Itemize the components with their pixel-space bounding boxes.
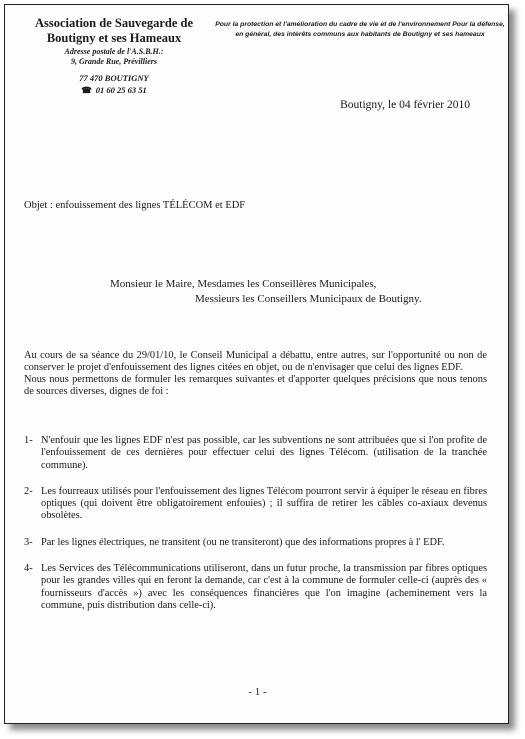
association-address: [24, 47, 204, 67]
remarks-list: [24, 435, 487, 612]
address-line-1: Adresse postale de l'A.S.B.H.:: [64, 47, 164, 56]
intro-text: Au cours de sa séance du 29/01/10, le Conseil Municipal a débattu, entre autres, sur l'opportunité ou non de conserver le projet d'enfouissement des lignes citées en objet, ou de n'envisager que celui des lignes EDF.: [24, 350, 487, 373]
phone-number: 01 60 25 63 51: [95, 85, 147, 95]
intro-text-2: Nous nous permettons de formuler les remarques suivantes et d'apporter quelques précisions que nous tenons de sources diverses, dignes de foi :: [24, 374, 487, 397]
list-item-number: 2-: [24, 485, 33, 497]
list-item: [24, 435, 487, 472]
list-item-text: Les Services des Télécommunications utiliseront, dans un futur proche, la transmission par fibres optiques pour les grandes villes qui en feront la demande, car c'est à la commune de formuler celle-ci (auprès des « fournisseurs d'accès ») avec les conséquences financières que l'on imagine (acheminement vers la commune, puis distribution dans celle-ci).: [41, 563, 487, 611]
intro-paragraph: [24, 350, 487, 398]
association-phone: [24, 85, 204, 96]
association-postal-city: 77 470 BOUTIGNY: [79, 73, 149, 83]
list-item-number: 3-: [24, 536, 33, 548]
list-item: [24, 537, 487, 549]
subject-line: Objet : enfouissement des lignes TÉLÉCOM et EDF: [24, 200, 246, 211]
association-mission: Pour la protection et l'amélioration du cadre de vie et de l'environnement Pour la défense, en général, des intérêts communs aux habitants de Boutigny et ses hameaux: [215, 21, 505, 38]
list-item: [24, 563, 487, 612]
list-item-text: Les fourreaux utilisés pour l'enfouissement des lignes Télécom pourront servir à équiper le réseau en fibres optiques (qui doivent être obligatoirement enfouies) ; il suffira de retirer les câbles co-axiaux devenus obsolètes.: [41, 485, 487, 522]
date-line: Boutigny, le 04 février 2010: [340, 99, 470, 111]
list-item-text: N'enfouir que les lignes EDF n'est pas possible, car les subventions ne sont attribuées que si l'on profite de l'enfouissement de ces dernières pour effectuer celui des lignes Télécom. (utilisation de la tranchée commune).: [41, 435, 487, 471]
association-name: Association de Sauvegarde de Boutigny et ses Hameaux: [35, 16, 193, 45]
letter-page: [4, 4, 509, 724]
list-item-number: 4-: [24, 563, 33, 575]
list-item-text: Par les lignes électriques, ne transitent (ou ne transiteront) que des informations propres à l' EDF.: [41, 536, 445, 548]
telephone-icon: ☎: [81, 85, 92, 95]
page-number: - 1 -: [248, 686, 267, 698]
addressee-line-1: Monsieur le Maire, Mesdames les Conseillères Municipales,: [110, 278, 377, 290]
addressee-line-2: Messieurs les Conseillers Municipaux de Boutigny.: [195, 293, 422, 305]
list-item-number: 1-: [24, 435, 33, 446]
address-line-2: 9, Grande Rue, Prévilliers: [71, 57, 157, 66]
list-item: [24, 486, 487, 523]
